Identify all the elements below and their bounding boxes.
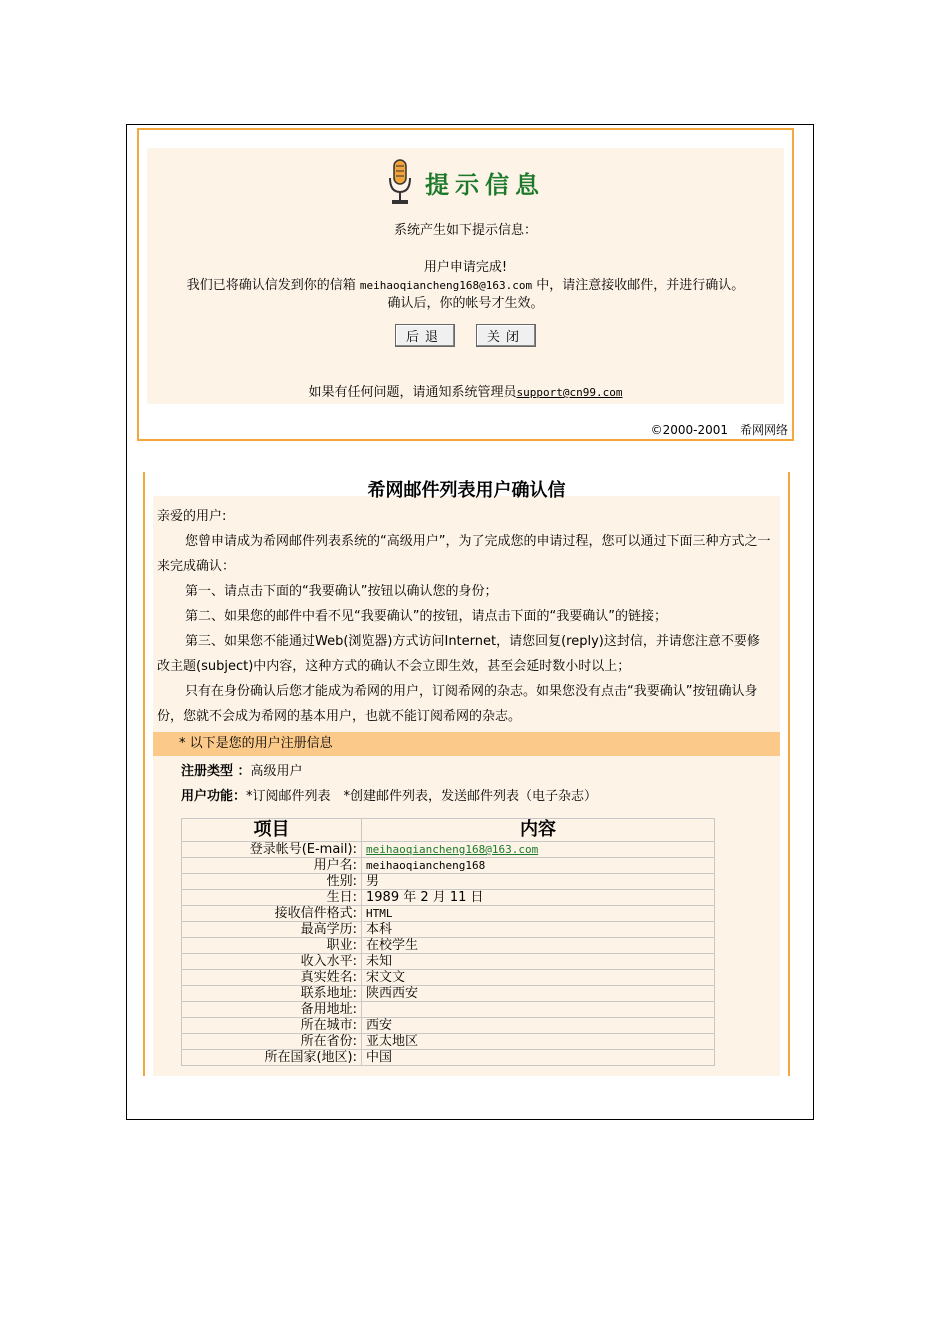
row-value: 未知 — [362, 954, 715, 970]
registration-header-text: * 以下是您的用户注册信息 — [179, 736, 333, 751]
table-row — [182, 1018, 715, 1034]
user-functions-value: *订阅邮件列表 *创建邮件列表，发送邮件列表（电子杂志） — [246, 789, 598, 804]
table-row — [182, 954, 715, 970]
row-key: 最高学历: — [182, 922, 362, 938]
row-key: 所在城市: — [182, 1018, 362, 1034]
column-content: 内容 — [362, 819, 715, 842]
table-row — [182, 874, 715, 890]
letter-title: 希网邮件列表用户确认信 — [367, 480, 566, 501]
paragraph-5: 只有在身份确认后您才能成为希网的用户，订阅希网的杂志。如果您没有点击“我要确认”按钮确认身份，您就不会成为希网的基本用户，也就不能订阅希网的杂志。 — [157, 684, 758, 724]
microphone-icon — [386, 158, 414, 206]
table-row — [182, 938, 715, 954]
close-button[interactable]: 关闭 — [476, 324, 536, 347]
notice-title-row — [147, 158, 784, 206]
paragraph-4: 第三、如果您不能通过Web(浏览器)方式访问Internet，请您回复(reply)这封信，并请您注意不要修改主题(subject)中内容，这种方式的确认不会立即生效，甚至会延时数小时以上； — [157, 634, 760, 674]
table-row — [182, 986, 715, 1002]
paragraph-2: 第一、请点击下面的“我要确认”按钮以确认您的身份； — [185, 584, 498, 599]
registration-type-value: 高级用户 — [250, 764, 303, 779]
table-row — [182, 1050, 715, 1066]
row-value: HTML — [362, 906, 715, 922]
copyright: ©2000-2001 希网网络 — [650, 423, 788, 437]
table-row — [182, 906, 715, 922]
table-row — [182, 970, 715, 986]
row-value — [362, 1002, 715, 1018]
row-value: 中国 — [362, 1050, 715, 1066]
table-row — [182, 890, 715, 906]
after-confirm-message: 确认后，你的帐号才生效。 — [387, 296, 544, 311]
user-functions — [181, 787, 597, 807]
notice-title: 提示信息 — [425, 169, 546, 199]
row-value: 宋文文 — [362, 970, 715, 986]
row-key: 备用地址: — [182, 1002, 362, 1018]
paragraph-1: 您曾申请成为希网邮件列表系统的“高级用户”，为了完成您的申请过程，您可以通过下面三种方式之一来完成确认： — [157, 534, 771, 574]
row-value: 亚太地区 — [362, 1034, 715, 1050]
row-key: 职业: — [182, 938, 362, 954]
table-row — [182, 1002, 715, 1018]
back-button[interactable]: 后退 — [395, 324, 455, 347]
confirmation-letter — [143, 472, 790, 1076]
sent-suffix: 中，请注意接收邮件，并进行确认。 — [532, 278, 745, 293]
table-row — [182, 922, 715, 938]
support-email-link[interactable]: support@cn99.com — [516, 386, 623, 399]
registration-table — [181, 818, 715, 1066]
registration-header — [153, 732, 780, 756]
registration-type — [181, 762, 303, 782]
row-value: 陕西西安 — [362, 986, 715, 1002]
column-item: 项目 — [182, 819, 362, 842]
row-key: 联系地址: — [182, 986, 362, 1002]
notice-box — [137, 128, 794, 441]
greeting: 亲爱的用户: — [157, 509, 227, 524]
table-row — [182, 1034, 715, 1050]
row-key: 登录帐号(E-mail): — [182, 842, 362, 858]
sent-prefix: 我们已将确认信发到你的信箱 — [186, 278, 360, 293]
sent-email: meihaoqiancheng168@163.com — [359, 279, 533, 292]
row-value: meihaoqiancheng168 — [362, 858, 715, 874]
row-key: 生日: — [182, 890, 362, 906]
contact-prefix: 如果有任何问题，请通知系统管理员 — [308, 385, 517, 400]
system-message: 系统产生如下提示信息： — [393, 223, 537, 238]
paragraph-3: 第二、如果您的邮件中看不见“我要确认”的按钮，请点击下面的“我要确认”的链接； — [185, 609, 667, 624]
row-key: 用户名: — [182, 858, 362, 874]
user-functions-label: 用户功能： — [181, 789, 247, 804]
row-value: 1989 年 2 月 11 日 — [362, 890, 715, 906]
button-row — [147, 324, 784, 347]
sent-message — [147, 277, 784, 295]
row-key: 接收信件格式: — [182, 906, 362, 922]
row-value: 在校学生 — [362, 938, 715, 954]
table-row — [182, 858, 715, 874]
bottom-clip — [143, 1076, 790, 1086]
row-key: 所在省份: — [182, 1034, 362, 1050]
registration-table-body — [182, 842, 715, 1066]
row-value: 男 — [362, 874, 715, 890]
row-key: 收入水平: — [182, 954, 362, 970]
row-value: 本科 — [362, 922, 715, 938]
complete-message: 用户申请完成! — [423, 260, 508, 275]
row-value[interactable]: meihaoqiancheng168@163.com — [362, 842, 715, 858]
row-value: 西安 — [362, 1018, 715, 1034]
registration-type-label: 注册类型 ： — [181, 764, 251, 779]
contact-line — [147, 384, 784, 402]
row-key: 真实姓名: — [182, 970, 362, 986]
table-row — [182, 842, 715, 858]
notice-panel — [147, 148, 784, 404]
table-header-row — [182, 819, 715, 842]
row-key: 所在国家(地区): — [182, 1050, 362, 1066]
row-key: 性别: — [182, 874, 362, 890]
